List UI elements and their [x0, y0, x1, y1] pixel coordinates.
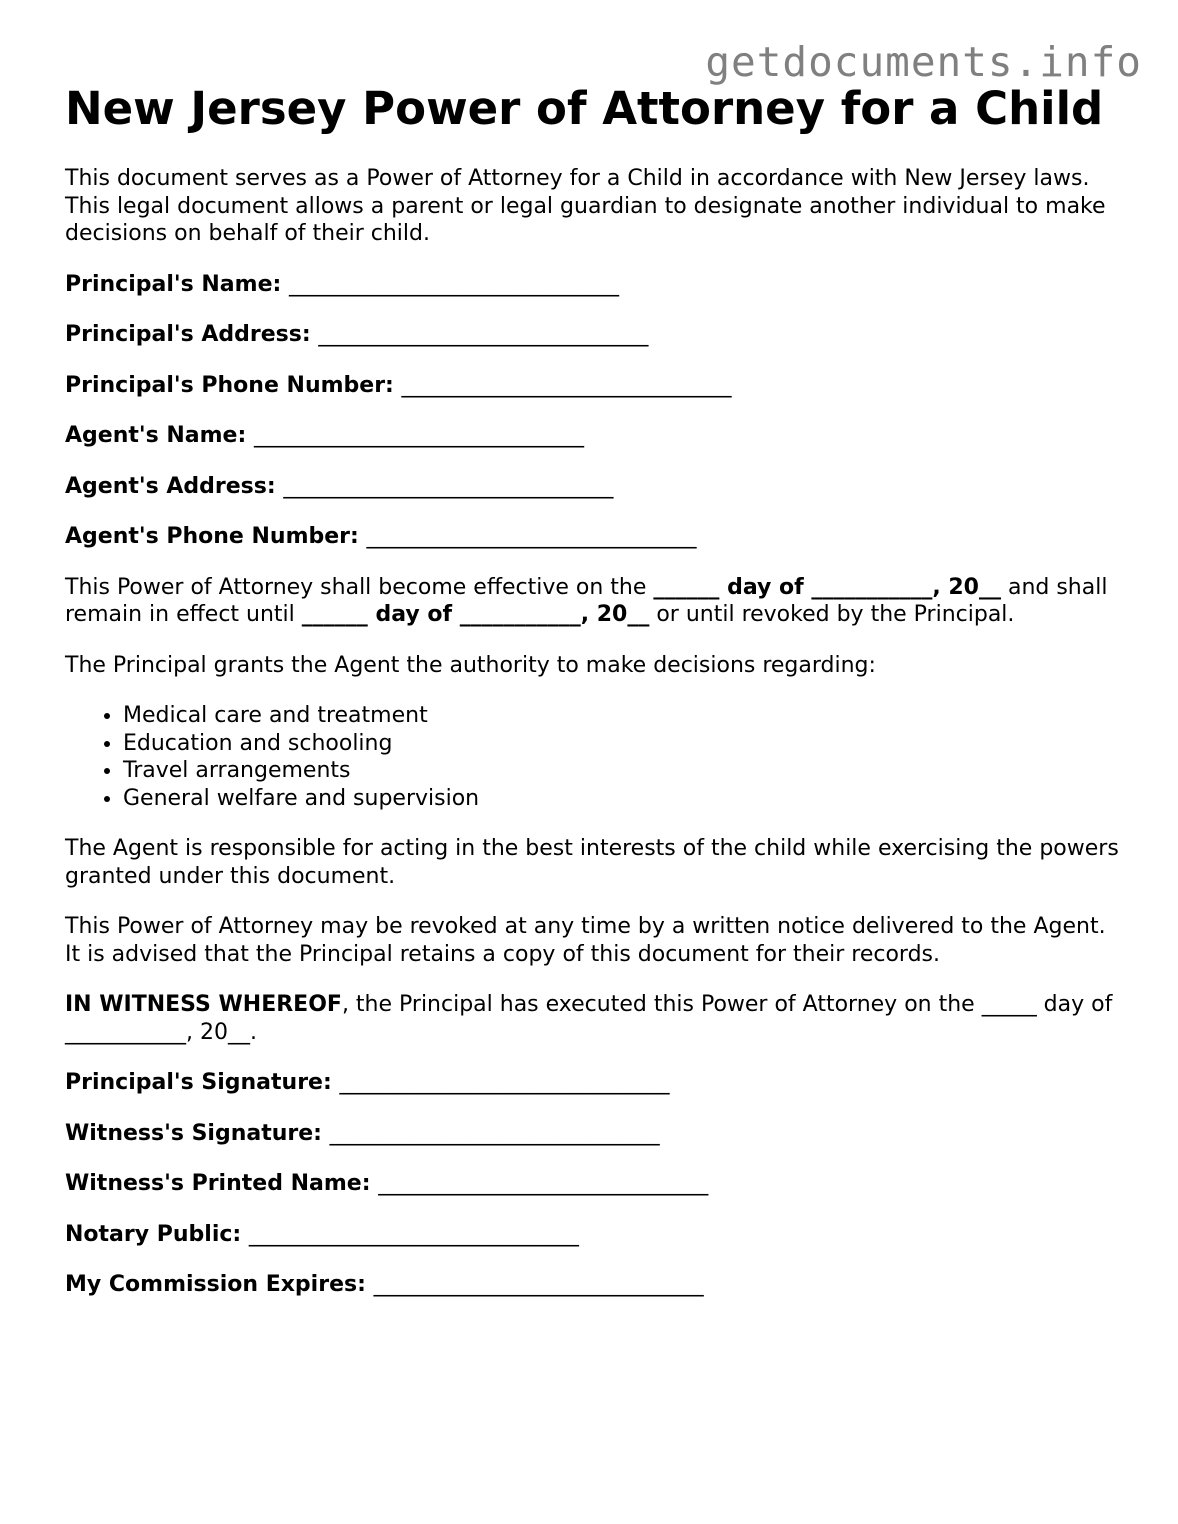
field-label: Witness's Signature:: [65, 1120, 322, 1146]
blank-line[interactable]: ______________________________: [401, 372, 732, 398]
blank-line[interactable]: ______________________________: [283, 473, 614, 499]
responsibility-paragraph: The Agent is responsible for acting in the best interests of the child while exercising the powers granted under this document.: [65, 836, 1119, 889]
blank-line[interactable]: ______________________________: [253, 423, 584, 448]
revocation-paragraph: This Power of Attorney may be revoked at any time by a written notice delivered to the Agent. It is advised that the Principal retains a copy of this document for their records.: [65, 914, 1106, 967]
field-label: Principal's Address:: [65, 322, 311, 347]
effective-dates-paragraph: [65, 574, 1125, 629]
field-label: Principal's Phone Number:: [65, 372, 394, 398]
effective-text-2: and shall remain in effect until: [65, 574, 1108, 627]
notary-public-field[interactable]: [65, 1221, 1125, 1249]
blank-line[interactable]: ______________________________: [318, 322, 649, 347]
field-label: Principal's Signature:: [65, 1070, 332, 1095]
effective-end-date-blank[interactable]: ______ day of ___________, 20__: [301, 602, 650, 627]
blank-line[interactable]: ______________________________: [288, 271, 619, 297]
witness-printed-name-field[interactable]: [65, 1170, 1125, 1198]
document-page: [65, 82, 1125, 1322]
field-label: Notary Public:: [65, 1221, 242, 1247]
list-item: • General welfare and supervision: [123, 785, 1125, 813]
grants-intro: The Principal grants the Agent the authority to make decisions regarding:: [65, 652, 876, 678]
field-label: Agent's Phone Number:: [65, 524, 359, 549]
field-label: Agent's Address:: [65, 473, 276, 499]
grants-list: [65, 702, 1125, 812]
field-label: Agent's Name:: [65, 423, 247, 448]
principal-address-field[interactable]: [65, 321, 1125, 349]
intro-paragraph: This document serves as a Power of Attorney for a Child in accordance with New Jersey laws. This legal document allows a parent or legal guardian to designate another individual to make decisions on behalf of their child.: [65, 166, 1106, 246]
witness-signature-field[interactable]: [65, 1120, 1125, 1148]
list-item: • Medical care and treatment: [123, 702, 1125, 730]
principal-signature-field[interactable]: [65, 1069, 1125, 1097]
list-item: • Education and schooling: [123, 730, 1125, 758]
effective-text-3: or until revoked by the Principal.: [649, 602, 1015, 627]
field-label: My Commission Expires:: [65, 1272, 366, 1297]
effective-text-1: This Power of Attorney shall become effective on the: [65, 574, 654, 600]
blank-line[interactable]: ______________________________: [366, 524, 697, 549]
agent-address-field[interactable]: [65, 473, 1125, 501]
field-label: Principal's Name:: [65, 271, 282, 297]
witness-heading: IN WITNESS WHEREOF: [65, 992, 342, 1017]
agent-name-field[interactable]: [65, 422, 1125, 450]
field-label: Witness's Printed Name:: [65, 1171, 371, 1196]
principal-name-field[interactable]: [65, 271, 1125, 299]
watermark: getdocuments.info: [705, 38, 1142, 86]
witness-text: , the Principal has executed this Power of Attorney on the _____ day of ___________, 20__.: [65, 992, 1113, 1045]
blank-line[interactable]: ______________________________: [373, 1272, 704, 1297]
list-item: • Travel arrangements: [123, 757, 1125, 785]
agent-phone-field[interactable]: [65, 523, 1125, 551]
principal-phone-field[interactable]: [65, 372, 1125, 400]
commission-expires-field[interactable]: [65, 1271, 1125, 1299]
blank-line[interactable]: ______________________________: [378, 1171, 709, 1196]
page-title: New Jersey Power of Attorney for a Child: [65, 82, 1104, 135]
blank-line[interactable]: ______________________________: [248, 1221, 579, 1247]
witness-paragraph: [65, 991, 1125, 1046]
blank-line[interactable]: ______________________________: [339, 1070, 670, 1095]
blank-line[interactable]: ______________________________: [329, 1120, 660, 1146]
effective-start-date-blank[interactable]: ______ day of ___________, 20__: [653, 574, 1001, 600]
